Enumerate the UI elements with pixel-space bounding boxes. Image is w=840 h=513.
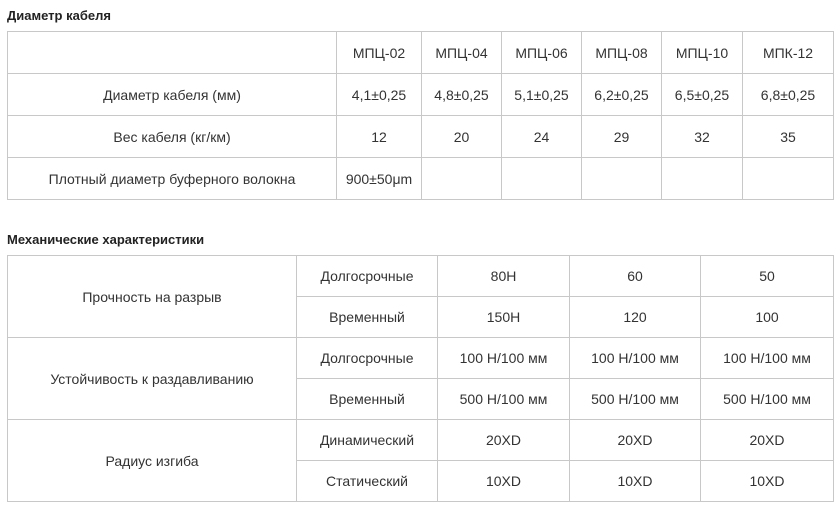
- table-cell: 20: [422, 116, 502, 158]
- table-cell: 24: [502, 116, 582, 158]
- sub-label: Долгосрочные: [297, 256, 438, 297]
- table-cell: 20XD: [438, 420, 570, 461]
- cable-spec-table: [7, 31, 834, 200]
- header-cell: МПЦ-04: [422, 32, 502, 74]
- sub-label: Временный: [297, 297, 438, 338]
- table-cell: 6,5±0,25: [662, 74, 743, 116]
- table-cell: 100 Н/100 мм: [438, 338, 570, 379]
- table-cell: 50: [701, 256, 834, 297]
- group-label: Радиус изгиба: [8, 420, 297, 502]
- table-cell: 80H: [438, 256, 570, 297]
- table-cell: 12: [337, 116, 422, 158]
- table-row: [8, 74, 834, 116]
- table-cell: 29: [582, 116, 662, 158]
- table-cell: 32: [662, 116, 743, 158]
- header-cell: [8, 32, 337, 74]
- table-row: [8, 158, 834, 200]
- table-cell: 100: [701, 297, 834, 338]
- table-row: [8, 116, 834, 158]
- table-row: [8, 420, 834, 461]
- group-label: Устойчивость к раздавливанию: [8, 338, 297, 420]
- table-cell: 500 Н/100 мм: [701, 379, 834, 420]
- header-cell: МПК-12: [743, 32, 834, 74]
- mechanical-characteristics-title: Механические характеристики: [7, 232, 205, 247]
- mechanical-table: [7, 255, 834, 502]
- table-cell: 150H: [438, 297, 570, 338]
- sub-label: Долгосрочные: [297, 338, 438, 379]
- header-cell: МПЦ-08: [582, 32, 662, 74]
- table-cell: 4,1±0,25: [337, 74, 422, 116]
- table-cell: 5,1±0,25: [502, 74, 582, 116]
- row-label: Вес кабеля (кг/км): [8, 116, 337, 158]
- table-cell: 35: [743, 116, 834, 158]
- row-label: Плотный диаметр буферного волокна: [8, 158, 337, 200]
- sub-label: Временный: [297, 379, 438, 420]
- table-cell: 4,8±0,25: [422, 74, 502, 116]
- header-cell: МПЦ-10: [662, 32, 743, 74]
- table-cell: 20XD: [701, 420, 834, 461]
- table-cell: [582, 158, 662, 200]
- table-cell: 100 Н/100 мм: [701, 338, 834, 379]
- table-row: [8, 256, 834, 297]
- table-cell: [422, 158, 502, 200]
- cable-diameter-title: Диаметр кабеля: [7, 8, 111, 23]
- table-cell: 20XD: [570, 420, 701, 461]
- table-cell: 10XD: [570, 461, 701, 502]
- sub-label: Динамический: [297, 420, 438, 461]
- group-label: Прочность на разрыв: [8, 256, 297, 338]
- table-cell: 6,2±0,25: [582, 74, 662, 116]
- table-cell: 60: [570, 256, 701, 297]
- table-header-row: [8, 32, 834, 74]
- header-cell: МПЦ-06: [502, 32, 582, 74]
- table-cell: 500 Н/100 мм: [438, 379, 570, 420]
- table-cell: [662, 158, 743, 200]
- table-cell: 10XD: [701, 461, 834, 502]
- table-cell: 6,8±0,25: [743, 74, 834, 116]
- table-cell: 100 Н/100 мм: [570, 338, 701, 379]
- table-cell: 900±50μm: [337, 158, 422, 200]
- table-cell: 10XD: [438, 461, 570, 502]
- sub-label: Статический: [297, 461, 438, 502]
- table-cell: [743, 158, 834, 200]
- table-cell: 120: [570, 297, 701, 338]
- table-row: [8, 338, 834, 379]
- table-cell: [502, 158, 582, 200]
- header-cell: МПЦ-02: [337, 32, 422, 74]
- row-label: Диаметр кабеля (мм): [8, 74, 337, 116]
- table-cell: 500 Н/100 мм: [570, 379, 701, 420]
